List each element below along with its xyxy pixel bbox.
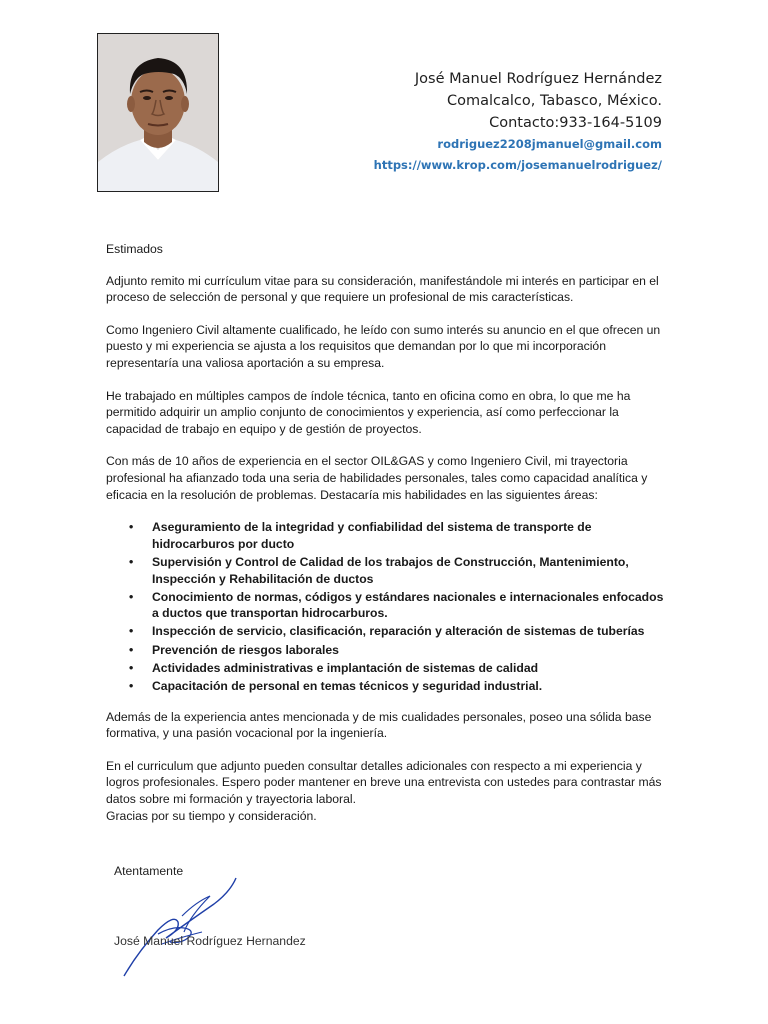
bullet-icon: • <box>129 660 134 675</box>
paragraph-closing <box>106 758 666 824</box>
list-item <box>106 554 666 587</box>
skill-text: Aseguramiento de la integridad y confiabilidad del sistema de transporte de hidrocarburos por ducto <box>152 520 592 551</box>
bullet-icon: • <box>129 624 134 639</box>
skill-text: Capacitación de personal en temas técnicos y seguridad industrial. <box>152 679 543 694</box>
skill-text: Actividades administrativas e implantación de sistemas de calidad <box>152 660 539 675</box>
skill-text: Supervisión y Control de Calidad de los trabajos de Construcción, Mantenimiento, Inspección y Rehabilitación de ductos <box>152 554 629 586</box>
email-link[interactable]: rodriguez2208jmanuel@gmail.com <box>437 137 662 151</box>
bullet-icon: • <box>129 554 134 569</box>
website-link[interactable]: https://www.krop.com/josemanuelrodriguez/ <box>373 158 662 172</box>
list-item <box>106 519 666 552</box>
handwritten-signature <box>118 872 248 987</box>
paragraph-education: Además de la experiencia antes mencionada y de mis cualidades personales, poseo una sólida base formativa, y una pasión vocacional por la ingeniería. <box>106 709 652 741</box>
bullet-icon: • <box>129 520 134 535</box>
paragraph-qualification: Como Ingeniero Civil altamente cualificado, he leído con sumo interés su anuncio en el que ofrecen un puesto y mi experiencia se ajusta a los requisitos que demandan por lo que mi incorporación representaría una valiosa aportación a su empresa. <box>106 322 661 370</box>
list-item <box>106 589 666 622</box>
thanks-text: Gracias por su tiempo y consideración. <box>106 808 317 823</box>
closing-text: En el curriculum que adjunto pueden consultar detalles adicionales con respecto a mi experiencia y logros profesionales. Espero poder mantener en breve una entrevista con ustedes para contrastar más datos sobre mi formación y trayectoria laboral. <box>106 758 662 806</box>
paragraph-experience: He trabajado en múltiples campos de índole técnica, tanto en oficina como en obra, lo que me ha permitido adquirir un amplio conjunto de conocimientos y experiencia, así como perfeccionar la capacidad de trabajo en equipo y de gestión de proyectos. <box>106 388 631 436</box>
skill-text: Conocimiento de normas, códigos y estándares nacionales e internacionales enfocados a ductos que transportan hidrocarburos. <box>152 589 664 621</box>
skill-text: Prevención de riesgos laborales <box>152 642 339 657</box>
greeting: Estimados <box>106 242 163 256</box>
skills-list <box>106 519 666 695</box>
bullet-icon: • <box>129 589 134 604</box>
skill-text: Inspección de servicio, clasificación, reparación y alteración de sistemas de tuberías <box>152 624 645 639</box>
bullet-icon: • <box>129 679 134 694</box>
applicant-phone: Contacto:933-164-5109 <box>489 115 662 131</box>
bullet-icon: • <box>129 642 134 657</box>
profile-photo <box>97 33 219 192</box>
signed-name: José Manuel Rodríguez Hernandez <box>114 934 306 948</box>
list-item <box>106 623 666 640</box>
list-item <box>106 678 666 695</box>
list-item <box>106 660 666 677</box>
salutation: Atentamente <box>114 864 184 878</box>
paragraph-oil-gas: Con más de 10 años de experiencia en el sector OIL&GAS y como Ingeniero Civil, mi trayectoria profesional ha afianzado toda una seria de habilidades personales, tales como capacidad analítica y eficacia en la resolución de problemas. Destacaría mis habilidades en las siguientes áreas: <box>106 454 648 502</box>
contact-header <box>374 68 662 176</box>
applicant-location: Comalcalco, Tabasco, México. <box>446 93 662 109</box>
applicant-name: José Manuel Rodríguez Hernández <box>414 71 662 87</box>
list-item <box>106 642 666 659</box>
letter-body <box>106 241 666 824</box>
paragraph-intro: Adjunto remito mi currículum vitae para su consideración, manifestándole mi interés en participar en el proceso de selección de personal y que requiere un profesional de mis características. <box>106 273 659 305</box>
